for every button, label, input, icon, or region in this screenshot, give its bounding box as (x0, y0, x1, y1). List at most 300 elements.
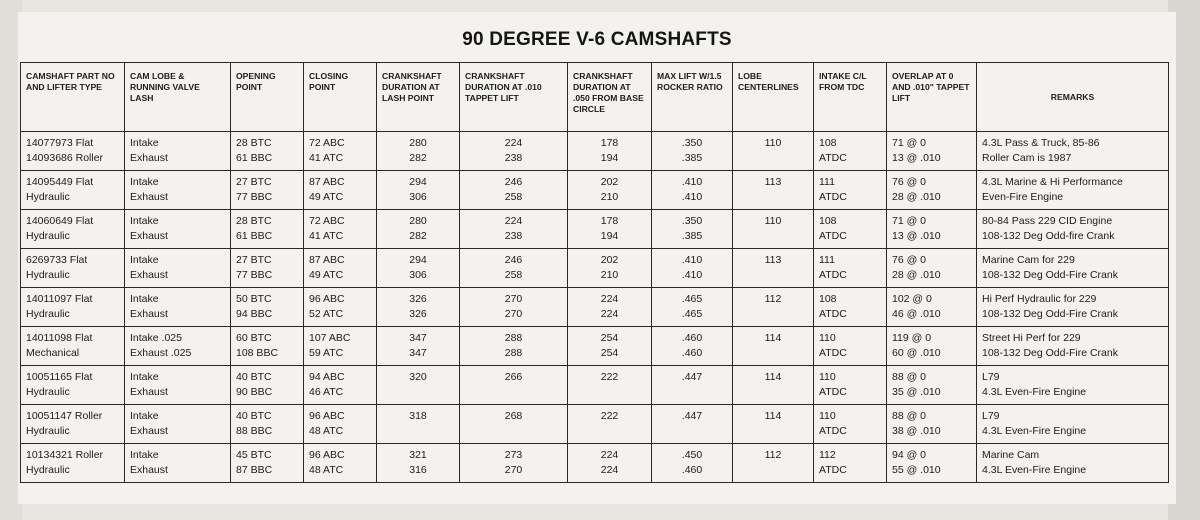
cell-duration-lash-line: 282 (409, 230, 427, 242)
cell-opening-line: 77 BBC (236, 269, 273, 281)
cell-intake-cl-line: ATDC (819, 386, 847, 398)
cell-duration-050-line: 224 (600, 308, 619, 320)
cell-intake-cl (814, 249, 887, 288)
table-row (21, 249, 1169, 288)
cell-duration-lash-line: 347 (409, 347, 427, 359)
cell-overlap-line: 119 @ 0 (892, 332, 932, 344)
cell-closing-line: 72 ABC (309, 137, 345, 149)
cell-duration-lash-line: 316 (409, 464, 427, 476)
cell-duration-lash-line: 306 (409, 191, 427, 203)
cell-max-lift-line: .385 (681, 230, 703, 242)
cell-opening-line: 45 BTC (236, 449, 272, 461)
cell-remarks-line: 4.3L Marine & Hi Performance (982, 176, 1123, 188)
cell-intake-cl-line: ATDC (819, 269, 847, 281)
cell-max-lift (652, 327, 733, 366)
cell-opening (231, 249, 304, 288)
column-header-remarks: REMARKS (977, 63, 1169, 132)
cell-lobe-centerline-value: 113 (764, 176, 782, 188)
cell-overlap-line: 76 @ 0 (892, 254, 927, 266)
cell-lobe-line: Intake (130, 449, 159, 461)
cell-opening-line: 60 BTC (236, 332, 272, 344)
cell-lobe-line: Exhaust (130, 425, 168, 437)
cell-overlap-line: 88 @ 0 (892, 371, 927, 383)
cell-duration-050-line: 210 (600, 269, 619, 281)
column-header-overlap: OVERLAP AT 0 AND .010" TAPPET LIFT (887, 63, 977, 132)
column-header-duration-010: CRANKSHAFT DURATION AT .010 TAPPET LIFT (460, 63, 568, 132)
cell-remarks-line: L79 (982, 410, 1000, 422)
cell-remarks-line: Marine Cam for 229 (982, 254, 1075, 266)
cell-max-lift-line: .385 (681, 152, 703, 164)
cell-opening (231, 171, 304, 210)
cell-intake-cl-line: ATDC (819, 425, 847, 437)
cell-opening-line: 50 BTC (236, 293, 272, 305)
cell-duration-lash (377, 132, 460, 171)
cell-remarks-line: 80-84 Pass 229 CID Engine (982, 215, 1113, 227)
cell-lobe-line: Exhaust (130, 230, 168, 242)
column-header-opening: OPENING POINT (231, 63, 304, 132)
cell-part-line: 14060649 Flat (26, 215, 94, 227)
cell-lobe-line: Exhaust (130, 152, 168, 164)
cell-lobe-line: Intake (130, 176, 159, 188)
cell-remarks-line: 108-132 Deg Odd-Fire Crank (982, 347, 1118, 359)
cell-duration-lash (377, 171, 460, 210)
cell-duration-010 (460, 327, 568, 366)
cell-part (21, 171, 125, 210)
cell-part (21, 405, 125, 444)
cell-closing (304, 210, 377, 249)
table-row (21, 327, 1169, 366)
table-row (21, 444, 1169, 483)
cell-duration-010-line: 270 (504, 464, 523, 476)
table-row (21, 132, 1169, 171)
cell-duration-050-line (573, 425, 646, 440)
cell-remarks-line: 108-132 Deg Odd-Fire Crank (982, 308, 1118, 320)
cell-duration-050-line: 254 (600, 347, 619, 359)
cell-duration-lash-line: 294 (409, 254, 427, 266)
cell-duration-010-line: 238 (504, 230, 523, 242)
cell-duration-010-line: 224 (504, 137, 523, 149)
cell-max-lift-line: .410 (681, 191, 703, 203)
cell-duration-010 (460, 132, 568, 171)
cell-closing-line: 96 ABC (309, 449, 345, 461)
cell-duration-lash-line: 321 (409, 449, 427, 461)
cell-overlap-line: 28 @ .010 (892, 269, 941, 281)
cell-intake-cl-line: 111 (819, 254, 835, 266)
cell-part (21, 444, 125, 483)
cell-duration-050-line: 222 (600, 410, 619, 422)
cell-overlap-line: 76 @ 0 (892, 176, 927, 188)
cell-duration-050 (568, 444, 652, 483)
cell-closing (304, 366, 377, 405)
cell-part (21, 327, 125, 366)
cell-remarks-line: L79 (982, 371, 1000, 383)
cell-opening (231, 327, 304, 366)
cell-duration-050-line: 202 (600, 176, 619, 188)
cell-intake-cl-line: 108 (819, 215, 837, 227)
cell-duration-010-line: 273 (504, 449, 523, 461)
cell-closing-line: 49 ATC (309, 269, 344, 281)
cell-part (21, 366, 125, 405)
cell-duration-010 (460, 405, 568, 444)
cell-part-line: Hydraulic (26, 191, 70, 203)
cell-closing-line: 41 ATC (309, 152, 344, 164)
cell-lobe-centerline (733, 444, 814, 483)
cell-duration-010-line: 246 (504, 176, 523, 188)
cell-remarks-line: 4.3L Even-Fire Engine (982, 386, 1087, 398)
cell-duration-010 (460, 210, 568, 249)
table-row (21, 405, 1169, 444)
cell-max-lift-line: .410 (681, 254, 703, 266)
cell-remarks (977, 288, 1169, 327)
cell-opening-line: 28 BTC (236, 137, 272, 149)
cell-part-line: 10051147 Roller (26, 410, 103, 422)
cell-part-line: 14077973 Flat (26, 137, 94, 149)
cell-intake-cl-line: ATDC (819, 347, 847, 359)
cell-duration-lash (377, 249, 460, 288)
column-header-lobe-centerlines: LOBE CENTERLINES (733, 63, 814, 132)
cell-duration-lash-line: 326 (409, 308, 427, 320)
cell-overlap (887, 132, 977, 171)
cell-lobe-centerline-value: 110 (764, 215, 782, 227)
cell-part (21, 249, 125, 288)
cell-intake-cl-line: ATDC (819, 230, 847, 242)
cell-closing (304, 327, 377, 366)
camshaft-table-card (18, 12, 1176, 504)
cell-remarks-line: 4.3L Pass & Truck, 85-86 (982, 137, 1100, 149)
cell-closing-line: 72 ABC (309, 215, 345, 227)
cell-part-line: 10134321 Roller (26, 449, 104, 461)
cell-closing-line: 96 ABC (309, 293, 345, 305)
cell-remarks-line: Hi Perf Hydraulic for 229 (982, 293, 1097, 305)
cell-remarks-line: 4.3L Even-Fire Engine (982, 464, 1087, 476)
column-header-duration-lash: CRANKSHAFT DURATION AT LASH POINT (377, 63, 460, 132)
cell-max-lift (652, 210, 733, 249)
cell-duration-050-line: 178 (600, 137, 619, 149)
cell-lobe-centerline-value: 110 (764, 137, 782, 149)
cell-duration-010-line: 288 (504, 347, 523, 359)
cell-opening-line: 61 BBC (236, 152, 273, 164)
cell-duration-010-line: 268 (504, 410, 523, 422)
cell-duration-010-line: 238 (504, 152, 523, 164)
cell-remarks (977, 210, 1169, 249)
cell-duration-lash-line: 306 (409, 269, 427, 281)
cell-opening-line: 87 BBC (236, 464, 273, 476)
cell-part-line: Hydraulic (26, 425, 70, 437)
cell-duration-050-line: 178 (600, 215, 619, 227)
cell-overlap (887, 366, 977, 405)
cell-duration-050 (568, 366, 652, 405)
cell-max-lift-line: .447 (681, 371, 703, 383)
cell-duration-lash-line: 320 (409, 371, 427, 383)
cell-part-line: Hydraulic (26, 386, 70, 398)
cell-duration-050 (568, 132, 652, 171)
cell-overlap (887, 171, 977, 210)
cell-overlap-line: 102 @ 0 (892, 293, 932, 305)
cell-intake-cl (814, 132, 887, 171)
cell-overlap (887, 327, 977, 366)
cell-lobe-centerline (733, 210, 814, 249)
cell-intake-cl-line: 110 (819, 371, 836, 383)
cell-duration-lash-line: 294 (409, 176, 427, 188)
cell-lobe-line: Intake (130, 371, 159, 383)
cell-opening-line: 40 BTC (236, 371, 272, 383)
table-header-row (21, 63, 1169, 132)
cell-lobe (125, 327, 231, 366)
cell-remarks-line: Roller Cam is 1987 (982, 152, 1072, 164)
cell-closing-line: 49 ATC (309, 191, 344, 203)
table-row (21, 366, 1169, 405)
cell-intake-cl-line: ATDC (819, 464, 847, 476)
cell-duration-010-line (465, 386, 562, 401)
cell-duration-010 (460, 288, 568, 327)
cell-lobe-centerline-value: 114 (764, 410, 782, 422)
cell-duration-050 (568, 405, 652, 444)
cell-duration-lash (377, 210, 460, 249)
cell-duration-010 (460, 444, 568, 483)
cell-duration-010 (460, 171, 568, 210)
cell-max-lift (652, 288, 733, 327)
cell-duration-lash (377, 405, 460, 444)
cell-lobe-centerline-value: 112 (764, 449, 782, 461)
cell-overlap-line: 88 @ 0 (892, 410, 927, 422)
cell-duration-lash-line: 280 (409, 137, 427, 149)
cell-remarks-line: 108-132 Deg Odd-Fire Crank (982, 269, 1118, 281)
cell-intake-cl (814, 210, 887, 249)
cell-part-line: Hydraulic (26, 269, 70, 281)
cell-opening-line: 94 BBC (236, 308, 273, 320)
cell-duration-010-line: 258 (504, 269, 523, 281)
cell-closing-line: 46 ATC (309, 386, 344, 398)
cell-remarks-line: 4.3L Even-Fire Engine (982, 425, 1087, 437)
cell-max-lift-line: .410 (681, 176, 703, 188)
cell-duration-050 (568, 210, 652, 249)
cell-lobe-line: Intake (130, 410, 159, 422)
cell-lobe (125, 288, 231, 327)
cell-intake-cl-line: 110 (819, 332, 836, 344)
cell-overlap (887, 288, 977, 327)
table-row (21, 288, 1169, 327)
cell-duration-010-line: 246 (504, 254, 523, 266)
cell-max-lift (652, 132, 733, 171)
cell-intake-cl (814, 405, 887, 444)
cell-closing (304, 444, 377, 483)
cell-intake-cl (814, 366, 887, 405)
cell-remarks-line: Marine Cam (982, 449, 1040, 461)
cell-lobe-centerline (733, 327, 814, 366)
cell-overlap (887, 444, 977, 483)
cell-opening-line: 61 BBC (236, 230, 273, 242)
cell-lobe-centerline (733, 249, 814, 288)
cell-part-line: 14093686 Roller (26, 152, 104, 164)
cell-lobe (125, 171, 231, 210)
cell-intake-cl-line: 108 (819, 137, 837, 149)
table-row (21, 171, 1169, 210)
cell-overlap-line: 94 @ 0 (892, 449, 927, 461)
cell-lobe (125, 444, 231, 483)
cell-lobe-centerline (733, 405, 814, 444)
cell-overlap (887, 249, 977, 288)
cell-max-lift (652, 249, 733, 288)
cell-lobe-centerline-value: 114 (764, 332, 782, 344)
cell-opening (231, 405, 304, 444)
cell-duration-lash-line: 347 (409, 332, 427, 344)
cell-closing-line: 107 ABC (309, 332, 351, 344)
cell-duration-lash (377, 444, 460, 483)
cell-intake-cl (814, 171, 887, 210)
cell-opening (231, 366, 304, 405)
cell-max-lift-line: .350 (681, 215, 703, 227)
cell-part-line: Hydraulic (26, 464, 70, 476)
cell-closing (304, 171, 377, 210)
cell-duration-050-line (573, 386, 646, 401)
cell-lobe (125, 366, 231, 405)
cell-intake-cl-line: 110 (819, 410, 836, 422)
cell-closing-line: 48 ATC (309, 464, 344, 476)
cell-overlap-line: 46 @ .010 (892, 308, 941, 320)
column-header-part: CAMSHAFT PART NO AND LIFTER TYPE (21, 63, 125, 132)
cell-opening (231, 288, 304, 327)
cell-intake-cl (814, 327, 887, 366)
cell-remarks (977, 366, 1169, 405)
cell-duration-050-line: 194 (600, 152, 619, 164)
cell-opening (231, 444, 304, 483)
cell-overlap (887, 405, 977, 444)
cell-closing-line: 96 ABC (309, 410, 345, 422)
cell-intake-cl-line: ATDC (819, 191, 847, 203)
cell-closing-line: 87 ABC (309, 176, 345, 188)
cell-duration-050-line: 210 (600, 191, 619, 203)
cell-max-lift-line: .460 (681, 347, 703, 359)
cell-lobe-line: Exhaust (130, 191, 168, 203)
cell-duration-050-line: 222 (600, 371, 619, 383)
cell-closing (304, 132, 377, 171)
cell-duration-050 (568, 171, 652, 210)
cell-intake-cl-line: ATDC (819, 308, 847, 320)
cell-opening-line: 27 BTC (236, 254, 272, 266)
cell-remarks-line: Even-Fire Engine (982, 191, 1064, 203)
cell-max-lift (652, 366, 733, 405)
cell-part (21, 132, 125, 171)
cell-closing-line: 48 ATC (309, 425, 344, 437)
cell-lobe-line: Exhaust (130, 269, 168, 281)
cell-opening-line: 108 BBC (236, 347, 279, 359)
cell-duration-lash-line: 282 (409, 152, 427, 164)
cell-duration-010-line: 266 (504, 371, 523, 383)
cell-lobe-centerline-value: 112 (764, 293, 782, 305)
cell-overlap (887, 210, 977, 249)
cell-duration-050 (568, 249, 652, 288)
cell-lobe-line: Exhaust (130, 308, 168, 320)
cell-duration-050 (568, 288, 652, 327)
column-header-closing: CLOSING POINT (304, 63, 377, 132)
cell-max-lift-line: .450 (681, 449, 703, 461)
cell-duration-lash-line: 326 (409, 293, 427, 305)
cell-part (21, 210, 125, 249)
cell-closing-line: 41 ATC (309, 230, 344, 242)
cell-overlap-line: 13 @ .010 (892, 152, 941, 164)
cell-max-lift-line: .465 (681, 293, 703, 305)
cell-lobe-centerline-value: 113 (764, 254, 782, 266)
cell-duration-lash (377, 327, 460, 366)
cell-remarks (977, 327, 1169, 366)
column-header-lobe: CAM LOBE & RUNNING VALVE LASH (125, 63, 231, 132)
cell-lobe-centerline-value: 114 (764, 371, 782, 383)
cell-opening (231, 132, 304, 171)
cell-duration-010-line: 224 (504, 215, 523, 227)
cell-max-lift-line: .350 (681, 137, 703, 149)
cell-remarks (977, 249, 1169, 288)
cell-part-line: 14011097 Flat (26, 293, 93, 305)
cell-part-line: Hydraulic (26, 230, 70, 242)
cell-remarks (977, 171, 1169, 210)
cell-max-lift-line: .410 (681, 269, 703, 281)
cell-overlap-line: 71 @ 0 (892, 137, 927, 149)
cell-max-lift-line: .460 (681, 464, 703, 476)
cell-lobe (125, 405, 231, 444)
cell-lobe-centerline (733, 288, 814, 327)
cell-opening-line: 40 BTC (236, 410, 272, 422)
cell-lobe-centerline (733, 132, 814, 171)
cell-max-lift (652, 171, 733, 210)
cell-max-lift-line: .447 (681, 410, 703, 422)
cell-duration-lash-line (382, 386, 454, 401)
cell-part-line: Hydraulic (26, 308, 70, 320)
cell-intake-cl (814, 288, 887, 327)
cell-overlap-line: 60 @ .010 (892, 347, 941, 359)
cell-closing (304, 249, 377, 288)
cell-lobe-centerline (733, 366, 814, 405)
camshaft-spec-table (20, 62, 1169, 483)
cell-closing (304, 288, 377, 327)
cell-duration-010-line (465, 425, 562, 440)
cell-opening-line: 90 BBC (236, 386, 273, 398)
cell-part-line: 10051165 Flat (26, 371, 93, 383)
cell-duration-010-line: 258 (504, 191, 523, 203)
cell-closing-line: 94 ABC (309, 371, 345, 383)
page-title: 90 DEGREE V-6 CAMSHAFTS (462, 29, 732, 50)
cell-part-line: 6269733 Flat (26, 254, 88, 266)
cell-closing-line: 59 ATC (309, 347, 344, 359)
cell-overlap-line: 35 @ .010 (892, 386, 941, 398)
cell-closing-line: 87 ABC (309, 254, 345, 266)
cell-lobe-line: Intake (130, 137, 159, 149)
cell-intake-cl-line: 108 (819, 293, 837, 305)
cell-intake-cl-line: ATDC (819, 152, 847, 164)
cell-lobe (125, 249, 231, 288)
cell-remarks-line: Street Hi Perf for 229 (982, 332, 1081, 344)
cell-lobe-line: Exhaust .025 (130, 347, 192, 359)
cell-duration-050-line: 224 (600, 449, 619, 461)
cell-overlap-line: 28 @ .010 (892, 191, 941, 203)
cell-part-line: 14095449 Flat (26, 176, 94, 188)
cell-max-lift-line: .465 (681, 308, 703, 320)
column-header-duration-050: CRANKSHAFT DURATION AT .050 FROM BASE CIRCLE (568, 63, 652, 132)
cell-part-line: 14011098 Flat (26, 332, 93, 344)
cell-max-lift-line (657, 386, 727, 401)
cell-duration-lash (377, 366, 460, 405)
cell-remarks (977, 132, 1169, 171)
cell-overlap-line: 38 @ .010 (892, 425, 941, 437)
cell-lobe (125, 132, 231, 171)
cell-opening-line: 28 BTC (236, 215, 272, 227)
cell-max-lift (652, 405, 733, 444)
cell-max-lift (652, 444, 733, 483)
cell-duration-050-line: 254 (600, 332, 619, 344)
cell-lobe-line: Exhaust (130, 464, 168, 476)
cell-duration-050-line: 224 (600, 464, 619, 476)
cell-duration-lash-line: 318 (409, 410, 427, 422)
cell-duration-010 (460, 366, 568, 405)
